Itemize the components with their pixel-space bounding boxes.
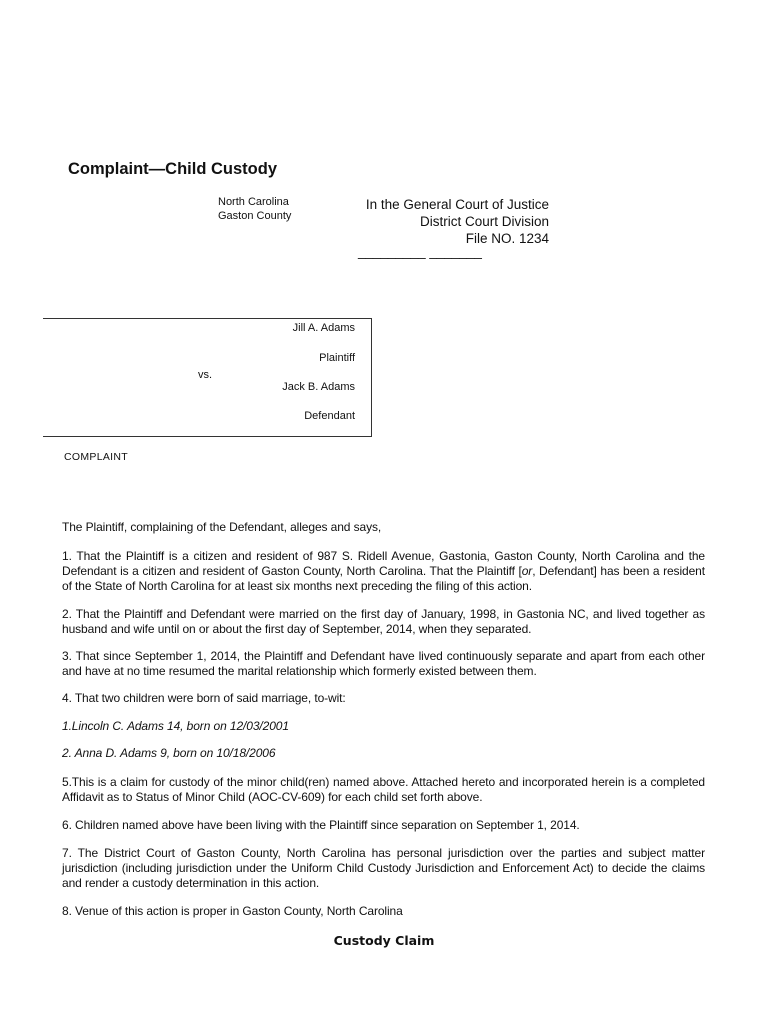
file-number: File NO. 1234 [465, 231, 549, 246]
case-caption-box [43, 318, 372, 437]
paragraph-5: 5.This is a claim for custody of the minor child(ren) named above. Attached hereto and incorporated herein is a completed Affidavit as to Status of Minor Child (AOC-CV-609) for each child set forth above. [62, 775, 705, 804]
paragraph-3: 3. That since September 1, 2014, the Plaintiff and Defendant have lived continuously separate and apart from each other and have at no time resumed the marital relationship which formerly existed between them. [62, 649, 705, 678]
jurisdiction-block [218, 196, 291, 223]
custody-claim-heading: Custody Claim [333, 933, 435, 948]
defendant-role: Defendant [304, 410, 355, 422]
child-2: 2. Anna D. Adams 9, born on 10/18/2006 [62, 746, 276, 760]
versus-label: vs. [198, 369, 213, 381]
child-1: 1.Lincoln C. Adams 14, born on 12/03/2001 [62, 719, 289, 733]
plaintiff-name: Jill A. Adams [292, 322, 355, 334]
paragraph-2: 2. That the Plaintiff and Defendant were married on the first day of January, 1998, in Gastonia NC, and lived together as husband and wife until on or about the first day of September, 2014, when they separated. [62, 607, 705, 636]
file-blank-line: _________ _______ [358, 244, 482, 259]
paragraph-1: 1. That the Plaintiff is a citizen and resident of 987 S. Ridell Avenue, Gastonia, Gaston County, North Carolina and the Defendant is a citizen and resident of Gaston County, North Carolina. That the Plaintiff [or, Defendant] has been a resident of the State of North Carolina for at least six months next preceding the filing of this action. [62, 549, 705, 593]
court-division: District Court Division [419, 214, 549, 229]
paragraph-4: 4. That two children were born of said marriage, to-wit: [62, 691, 346, 705]
paragraph-7: 7. The District Court of Gaston County, North Carolina has personal jurisdiction over the parties and subject matter jurisdiction (including jurisdiction under the Uniform Child Custody Jurisdiction and Enforcement Act) to decide the claims and render a custody determination in this action. [62, 846, 705, 890]
state-name: North Carolina [218, 196, 289, 208]
defendant-name: Jack B. Adams [282, 381, 355, 393]
paragraph-6: 6. Children named above have been living with the Plaintiff since separation on September 1, 2014. [62, 818, 580, 832]
or-italic: or [521, 564, 533, 578]
court-name: In the General Court of Justice [365, 197, 549, 212]
court-block [300, 196, 549, 247]
plaintiff-role: Plaintiff [319, 352, 355, 364]
paragraph-8: 8. Venue of this action is proper in Gaston County, North Carolina [62, 904, 403, 918]
intro-paragraph: The Plaintiff, complaining of the Defendant, alleges and says, [62, 520, 382, 534]
county-name: Gaston County [218, 209, 292, 222]
document-title: Complaint—Child Custody [68, 160, 277, 178]
section-label: COMPLAINT [64, 451, 128, 463]
